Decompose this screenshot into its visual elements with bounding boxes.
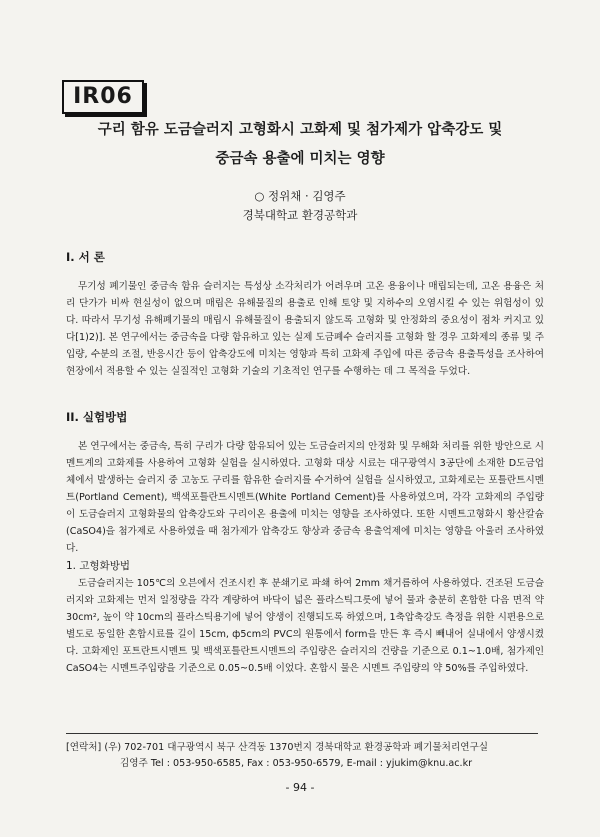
contact-phone-email: 김영주 Tel : 053-950-6585, Fax : 053-950-6579, E-mail : yjukim@knu.ac.kr <box>120 758 473 769</box>
paper-title-line-2: 중금속 용출에 미치는 영향 <box>215 151 385 167</box>
contact-address: [연락처] (우) 702-701 대구광역시 북구 산격동 1370번지 경북대학교 환경공학과 폐기물처리연구실 <box>66 742 489 753</box>
subsection-heading-solidification: 1. 고형화방법 <box>66 560 131 572</box>
affiliation: 경북대학교 환경공학과 <box>242 208 358 222</box>
contact-info <box>66 740 546 772</box>
methods-paragraph: 본 연구에서는 중금속, 특히 구리가 다량 함유되어 있는 도금슬러지의 안정화 및 무해화 처리를 위한 방안으로 시멘트계의 고화제를 사용하여 고형화 실험을 실시하였다. 고형화 대상 시료는 대구광역시 3공단에 소재한 D도금업체에서 발생하는 슬러지 중 고농도 구리를 함유한 슬러지를 수거하여 실험을 실시하였고, 고화제로는 포틀란트시멘트(Portland Cement), 백색포틀란트시멘트(White Portland Cement)를 사용하였으며, 각각 고화제의 주입량이 도금슬러지 고형화물의 압축강도와 구리이온 용출에 미치는 영향을 조사하였다. 또한 시멘트고형화시 황산칼슘(CaSO4)을 첨가제로 사용하였을 때 첨가제가 압축강도 향상과 중금속 용출억제에 미치는 영향을 아울러 조사하였다. <box>66 441 544 554</box>
solidification-paragraph: 도금슬러지는 105℃의 오븐에서 건조시킨 후 분쇄기로 파쇄 하여 2mm 채거름하여 사용하였다. 건조된 도금슬러지와 고화제는 먼저 일정량을 각각 계량하여 바닥이 넓은 플라스틱그릇에 넣어 물과 충분히 혼합한 다음 면적 약 30cm², 높이 약 10cm의 플라스틱용기에 넣어 양생이 진행되도록 하였으며, 1축압축강도 측정을 위한 시편용으로 별도로 동일한 혼합시료를 길이 15cm, ф5cm의 PVC의 원통에서 form을 만든 후 즉시 빼내어 실내에서 양생시켰다. 고화제인 포트란트시멘트 및 백색포틀란트시멘트의 주입량은 슬러지의 건량을 기준으로 0.1~1.0배, 첨가제인 CaSO4는 시멘트주입량을 기준으로 0.05~0.5배 이었다. 혼합시 물은 시멘트 주입량의 약 50%를 주입하였다. <box>66 578 544 674</box>
section-heading-methods: II. 실험방법 <box>66 410 128 424</box>
paper-title-line-1: 구리 함유 도금슬러지 고형화시 고화제 및 첨가제가 압축강도 및 <box>97 122 503 138</box>
authors: ○ 정위채 · 김영주 <box>254 189 346 203</box>
introduction-paragraph: 무기성 폐기물인 중금속 함유 슬러지는 특성상 소각처리가 어려우며 고온 용융이나 매립되는데, 고온 용융은 처리 단가가 비싸 현실성이 없으며 매립은 유해물질의 용출로 인해 토양 및 지하수의 오염시킬 수 있는 위험성이 있다. 따라서 무기성 유해폐기물의 매립시 유해물질이 용출되지 않도록 고형화 및 안정화의 중요성이 점차 커지고 있다[1)2)]. 본 연구에서는 중금속을 다량 함유하고 있는 실제 도금폐수 슬러지를 고형화 할 경우 고화제의 종류 및 주입량, 수분의 조절, 반응시간 등이 압축강도에 미치는 영향과 특히 고화제 주입에 따른 중금속 용출특성을 조사하여 현장에서 적용할 수 있는 실질적인 고형화 기술의 기초적인 연구를 수행하는 데 그 목적을 두었다. <box>66 281 544 377</box>
section-heading-introduction: I. 서 론 <box>66 250 105 264</box>
paper-code-badge: IR06 <box>62 80 144 114</box>
footer-divider <box>66 733 538 734</box>
page-number: - 94 - <box>285 781 315 794</box>
